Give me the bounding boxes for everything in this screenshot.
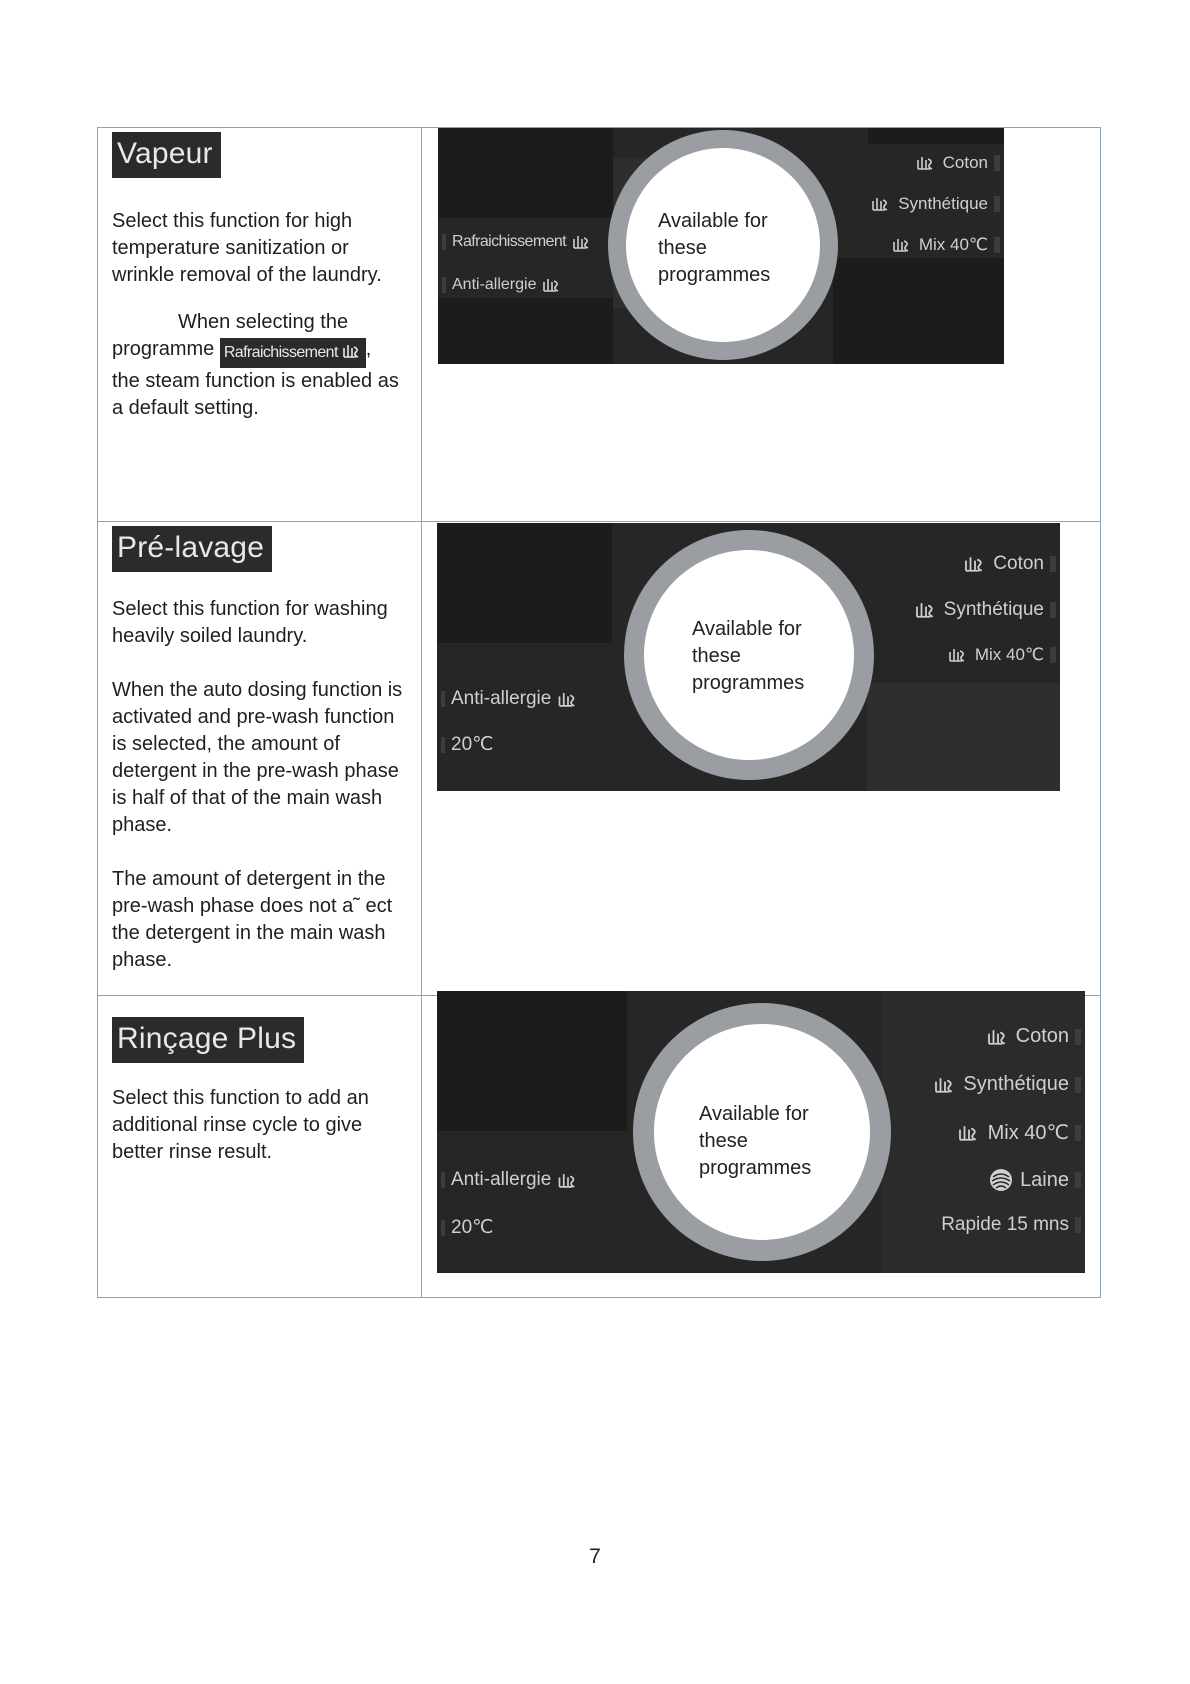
- programme-panel-rincage: [437, 991, 1085, 1273]
- steam-icon: [933, 1076, 957, 1094]
- programme-right: Mix 40℃: [956, 1120, 1081, 1145]
- note-programme-word: programme: [112, 338, 215, 360]
- programme-right: Rapide 15 mns: [941, 1214, 1081, 1236]
- programme-right: Mix 40℃: [891, 235, 1000, 255]
- programme-right: Coton: [963, 553, 1056, 575]
- programme-left: Anti-allergie: [441, 688, 579, 710]
- availability-caption: Available for these programmes: [699, 1103, 812, 1179]
- programme-left: 20℃: [441, 733, 493, 756]
- page-number: 7: [589, 1545, 601, 1568]
- programme-right: Synthétique: [914, 599, 1056, 621]
- note-comma: ,: [365, 338, 372, 360]
- note-lead: When selecting the: [178, 311, 349, 333]
- programme-left: Rafraichissement: [442, 233, 592, 251]
- function-label-vapeur: Vapeur: [112, 132, 221, 178]
- programme-left: Anti-allergie: [442, 276, 562, 294]
- function-label-prelavage: Pré-lavage: [112, 526, 272, 572]
- row-divider: [97, 521, 1101, 522]
- function-label-rincage-plus: Rinçage Plus: [112, 1017, 304, 1063]
- steam-icon: [891, 237, 913, 253]
- availability-caption: Available for these programmes: [692, 618, 805, 694]
- steam-icon: [915, 155, 937, 171]
- programme-right: Coton: [986, 1025, 1081, 1048]
- steam-icon: [914, 601, 938, 619]
- steam-icon: [557, 691, 579, 708]
- row-vapeur-text: [112, 132, 412, 422]
- description: Select this function for high temperature sanitization or wrinkle removal of the laundry.: [112, 210, 382, 286]
- steam-icon: [572, 234, 592, 250]
- steam-icon: [557, 1172, 579, 1189]
- programme-right: Mix 40℃: [947, 645, 1056, 665]
- steam-icon: [870, 196, 892, 212]
- steam-icon: [986, 1028, 1010, 1046]
- steam-icon: [956, 1124, 982, 1142]
- programme-right: Laine: [988, 1167, 1081, 1193]
- row-prelavage-text: [112, 526, 412, 974]
- wool-icon: [988, 1167, 1014, 1193]
- programme-left: 20℃: [441, 1216, 493, 1239]
- steam-icon: [947, 647, 969, 663]
- row-rincage-text: [112, 1017, 412, 1166]
- note-line: [112, 336, 412, 368]
- steam-icon: [542, 277, 562, 293]
- steam-icon: [963, 555, 987, 573]
- description: The amount of detergent in the pre-wash phase does not a˜ ect the detergent in the main wash phase.: [112, 868, 393, 971]
- programme-right: Synthétique: [870, 194, 1000, 214]
- column-divider: [421, 127, 422, 1298]
- programme-panel-prelavage: [437, 523, 1060, 791]
- note-tail: the steam function is enabled as a default setting.: [112, 370, 399, 419]
- inline-programme-chip: [220, 338, 366, 368]
- availability-caption: Available for these programmes: [658, 210, 771, 286]
- steam-icon: [342, 343, 362, 359]
- description: Select this function for washing heavily soiled laundry.: [112, 598, 388, 647]
- programme-left: Anti-allergie: [441, 1169, 579, 1191]
- description: When the auto dosing function is activated and pre-wash function is selected, the amount of detergent in the pre-wash phase is half of that of the main wash phase.: [112, 679, 403, 836]
- description: Select this function to add an additional rinse cycle to give better rinse result.: [112, 1087, 369, 1163]
- programme-panel-vapeur: [438, 128, 1004, 364]
- programme-right: Coton: [915, 153, 1000, 173]
- programme-right: Synthétique: [933, 1073, 1081, 1096]
- chip-label: Rafraichissement: [223, 344, 338, 361]
